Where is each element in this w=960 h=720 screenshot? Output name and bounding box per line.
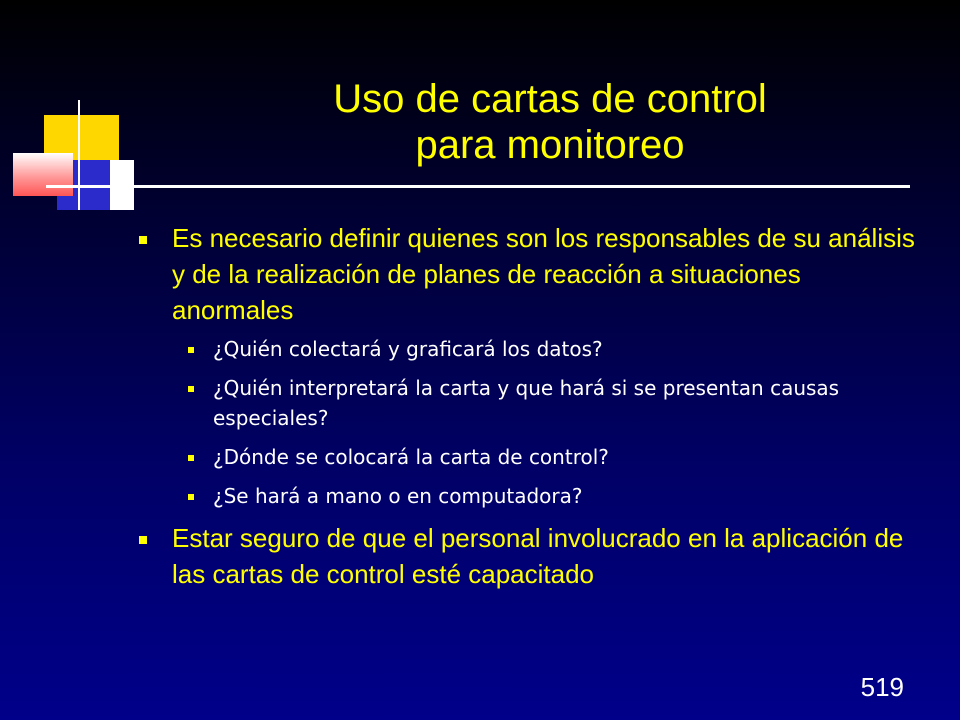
square-bullet-icon xyxy=(188,455,194,461)
page-number: 519 xyxy=(860,672,904,702)
sub-bullet-text: ¿Quién colectará y graficará los datos? xyxy=(213,337,603,361)
sub-bullet-item xyxy=(172,442,924,472)
slide-title-line-1: Uso de cartas de control xyxy=(333,77,767,121)
sub-bullet-item xyxy=(172,373,924,433)
square-bullet-icon xyxy=(139,236,147,244)
square-bullet-icon xyxy=(188,347,194,353)
sub-bullet-item xyxy=(172,334,924,364)
sub-bullet-item xyxy=(172,481,924,511)
logo-vertical-line xyxy=(78,100,80,210)
sub-bullet-list xyxy=(172,334,924,511)
bullet-item xyxy=(134,220,924,511)
bullet-item xyxy=(134,520,924,592)
slide-title xyxy=(190,76,910,168)
sub-bullet-text: ¿Se hará a mano o en computadora? xyxy=(213,484,583,508)
square-bullet-icon xyxy=(188,386,194,392)
square-bullet-icon xyxy=(188,494,194,500)
logo-red-square xyxy=(13,153,73,196)
sub-bullet-text: ¿Dónde se colocará la carta de control? xyxy=(213,445,609,469)
bullet-text: Es necesario definir quienes son los responsables de su análisis y de la realización de planes de reacción a situaciones anormales xyxy=(172,223,915,325)
square-bullet-icon xyxy=(139,536,147,544)
title-underline xyxy=(46,185,910,188)
bullet-text: Estar seguro de que el personal involucrado en la aplicación de las cartas de control esté capacitado xyxy=(172,523,904,589)
sub-bullet-text: ¿Quién interpretará la carta y que hará si se presentan causas especiales? xyxy=(213,376,840,430)
bullet-list xyxy=(134,220,924,598)
slide-title-line-2: para monitoreo xyxy=(415,123,685,167)
